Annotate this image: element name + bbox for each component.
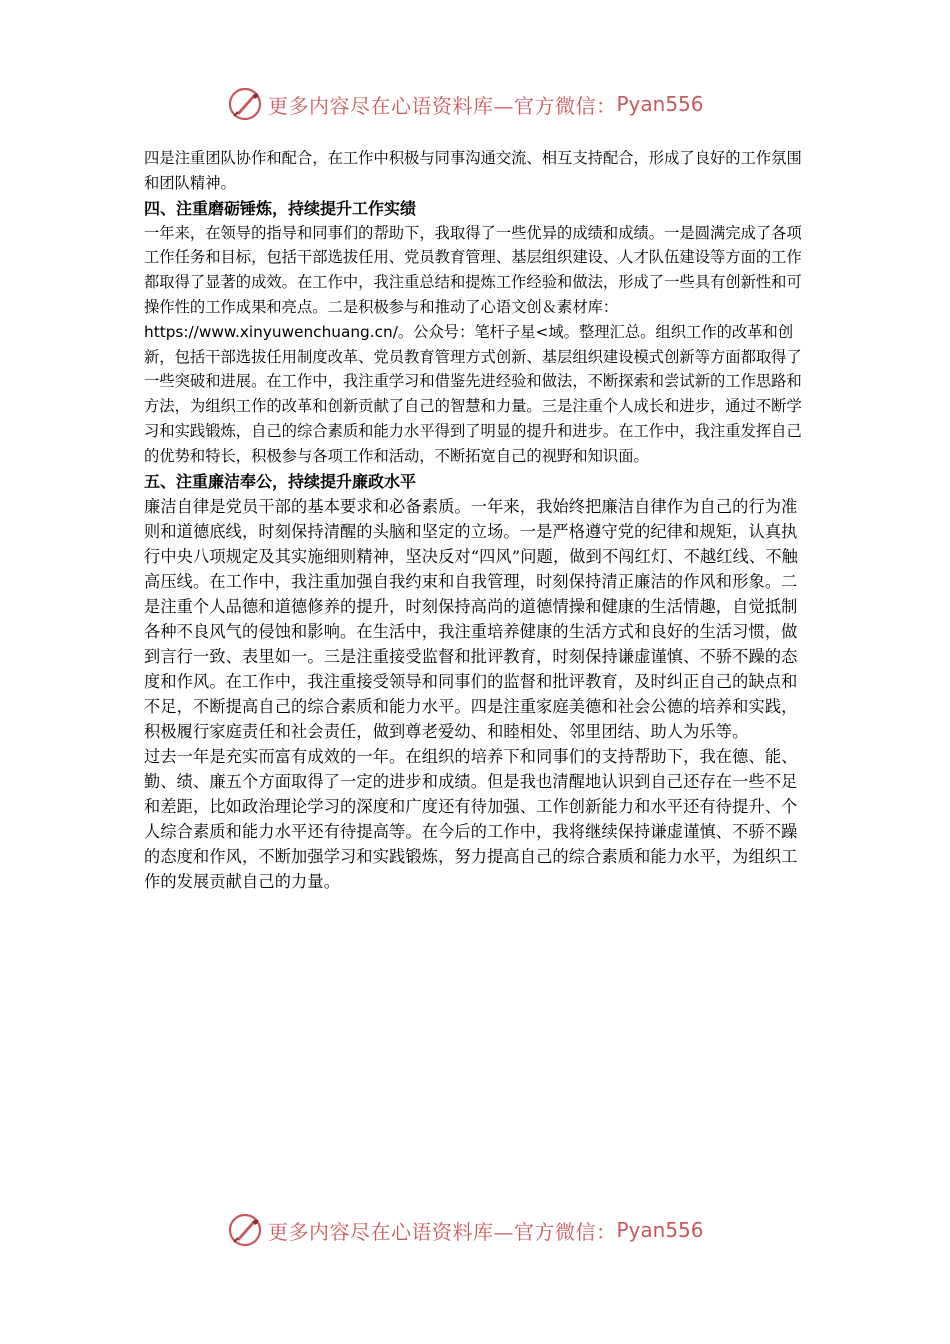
- document-body: [144, 146, 812, 894]
- banner-wechat-id: Pyan556: [616, 1218, 704, 1242]
- quill-logo-icon: [228, 87, 262, 121]
- section-heading-5: 五、注重廉洁奉公，持续提升廉政水平: [144, 471, 417, 491]
- section-heading-4: 四、注重磨砺锤炼，持续提升工作实绩: [144, 198, 417, 218]
- paragraph-achievements: 一年来，在领导的指导和同事们的帮助下，我取得了一些优异的成绩和成绩。一是圆满完成了各项工作任务和目标，包括干部选拔任用、党员教育管理、基层组织建设、人才队伍建设等方面的工作都取得了显著的成效。在工作中，我注重总结和提炼工作经验和做法，形成了一些具有创新性和可操作性的工作成果和亮点。二是积极参与和推动了心语文创＆素材库：https://www.xinyuwenchuang.cn/。公众号：笔杆子星<域。整理汇总。组织工作的改革和创新，包括干部选拔任用制度改革、党员教育管理方式创新、基层组织建设模式创新等方面都取得了一些突破和进展。在工作中，我注重学习和借鉴先进经验和做法，不断探索和尝试新的工作思路和方法，为组织工作的改革和创新贡献了自己的智慧和力量。三是注重个人成长和进步，通过不断学习和实践锻炼，自己的综合素质和能力水平得到了明显的提升和进步。在工作中，我注重发挥自己的优势和特长，积极参与各项工作和活动，不断拓宽自己的视野和知识面。: [144, 223, 802, 465]
- paragraph-summary: 过去一年是充实而富有成效的一年。在组织的培养下和同事们的支持帮助下，我在德、能、勤、绩、廉五个方面取得了一定的进步和成绩。但是我也清醒地认识到自己还存在一些不足和差距，比如政治理论学习的深度和广度还有待加强、工作创新能力和水平还有待提升、个人综合素质和能力水平还有待提高等。在今后的工作中，我将继续保持谦虚谨慎、不骄不躁的态度和作风，不断加强学习和实践锻炼，努力提高自己的综合素质和能力水平，为组织工作的发展贡献自己的力量。: [144, 746, 798, 891]
- quill-logo-icon: [228, 1213, 262, 1247]
- paragraph-integrity: 廉洁自律是党员干部的基本要求和必备素质。一年来，我始终把廉洁自律作为自己的行为准则和道德底线，时刻保持清醒的头脑和坚定的立场。一是严格遵守党的纪律和规矩，认真执行中央八项规定及其实施细则精神，坚决反对“四风”问题，做到不闯红灯、不越红线、不触高压线。在工作中，我注重加强自我约束和自我管理，时刻保持清正廉洁的作风和形象。二是注重个人品德和道德修养的提升，时刻保持高尚的道德情操和健康的生活情趣，自觉抵制各种不良风气的侵蚀和影响。在生活中，我注重培养健康的生活方式和良好的生活习惯，做到言行一致、表里如一。三是注重接受监督和批评教育，时刻保持谦虚谨慎、不骄不躁的态度和作风。在工作中，我注重接受领导和同事们的监督和批评教育，及时纠正自己的缺点和不足，不断提高自己的综合素质和能力水平。四是注重家庭美德和社会公德的培养和实践，积极履行家庭责任和社会责任，做到尊老爱幼、和睦相处、邻里团结、助人为乐等。: [144, 496, 799, 741]
- banner-text: 更多内容尽在心语资料库—官方微信：: [268, 93, 617, 118]
- banner-text: 更多内容尽在心语资料库—官方微信：: [268, 1219, 617, 1244]
- paragraph-teamwork: 四是注重团队协作和配合，在工作中积极与同事沟通交流、相互支持配合，形成了良好的工作氛围和团队精神。: [144, 149, 802, 192]
- footer-banner: [228, 1210, 748, 1250]
- banner-wechat-id: Pyan556: [616, 92, 704, 116]
- header-banner: [228, 84, 748, 124]
